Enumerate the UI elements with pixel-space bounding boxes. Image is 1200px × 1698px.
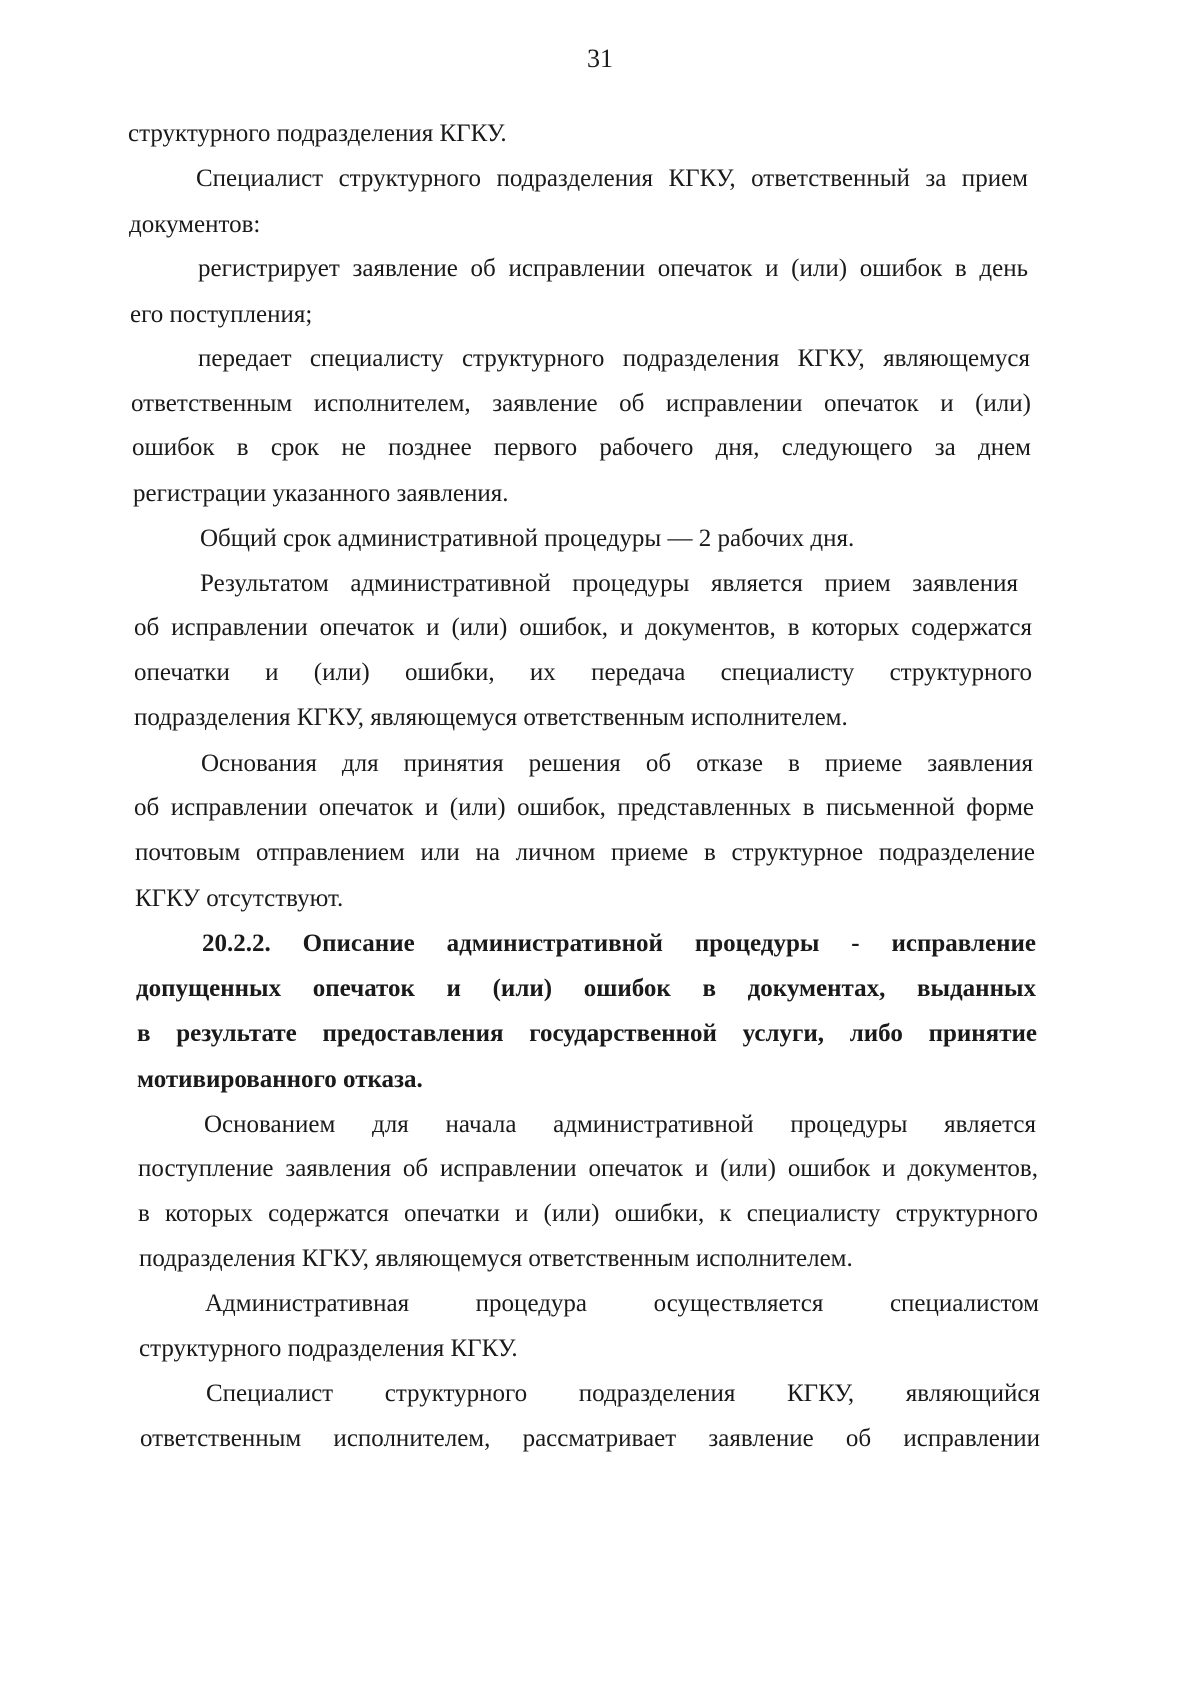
text-line: Общий срок административной процедуры — 2 рабочих дня. <box>200 525 855 552</box>
text-line: Административная процедура осуществляется специалистом <box>205 1290 1039 1317</box>
section-heading-line: 20.2.2. Описание административной процедуры - исправление <box>202 930 1036 957</box>
text-line: почтовым отправлением или на личном приеме в структурное подразделение <box>135 839 1035 866</box>
text-line: Специалист структурного подразделения КГКУ, являющийся <box>206 1380 1040 1407</box>
section-heading-line: в результате предоставления государственной услуги, либо принятие <box>137 1020 1037 1047</box>
text-line: подразделения КГКУ, являющемуся ответственным исполнителем. <box>134 704 848 731</box>
text-line: структурного подразделения КГКУ. <box>128 120 507 147</box>
text-line: ответственным исполнителем, заявление об исправлении опечаток и (или) <box>131 390 1031 417</box>
text-line: об исправлении опечаток и (или) ошибок, представленных в письменной форме <box>134 794 1034 821</box>
text-line: ответственным исполнителем, рассматривает заявление об исправлении <box>140 1425 1040 1452</box>
text-line: его поступления; <box>130 301 313 328</box>
text-line: Специалист структурного подразделения КГКУ, ответственный за прием <box>196 165 1028 192</box>
text-line: Основанием для начала административной процедуры является <box>204 1111 1036 1138</box>
text-line: подразделения КГКУ, являющемуся ответственным исполнителем. <box>139 1245 853 1272</box>
text-line: передает специалисту структурного подразделения КГКУ, являющемуся <box>198 345 1030 372</box>
text-line: поступление заявления об исправлении опечаток и (или) ошибок и документов, <box>138 1155 1038 1182</box>
text-line: Результатом административной процедуры является прием заявления <box>200 570 1018 597</box>
text-line: Основания для принятия решения об отказе в приеме заявления <box>201 750 1033 777</box>
page-number: 31 <box>587 44 613 73</box>
section-heading-line: допущенных опечаток и (или) ошибок в документах, выданных <box>136 975 1036 1002</box>
text-line: опечатки и (или) ошибки, их передача специалисту структурного <box>134 659 1032 686</box>
text-line: документов: <box>129 211 261 238</box>
text-line: регистрирует заявление об исправлении опечаток и (или) ошибок в день <box>198 255 1028 282</box>
text-line: регистрации указанного заявления. <box>133 480 509 507</box>
text-line: КГКУ отсутствуют. <box>135 885 344 912</box>
text-line: ошибок в срок не позднее первого рабочего дня, следующего за днем <box>132 434 1031 461</box>
text-line: об исправлении опечаток и (или) ошибок, и документов, в которых содержатся <box>134 614 1032 641</box>
text-line: структурного подразделения КГКУ. <box>139 1335 518 1362</box>
section-heading-line: мотивированного отказа. <box>137 1066 423 1093</box>
text-line: в которых содержатся опечатки и (или) ошибки, к специалисту структурного <box>138 1200 1038 1227</box>
